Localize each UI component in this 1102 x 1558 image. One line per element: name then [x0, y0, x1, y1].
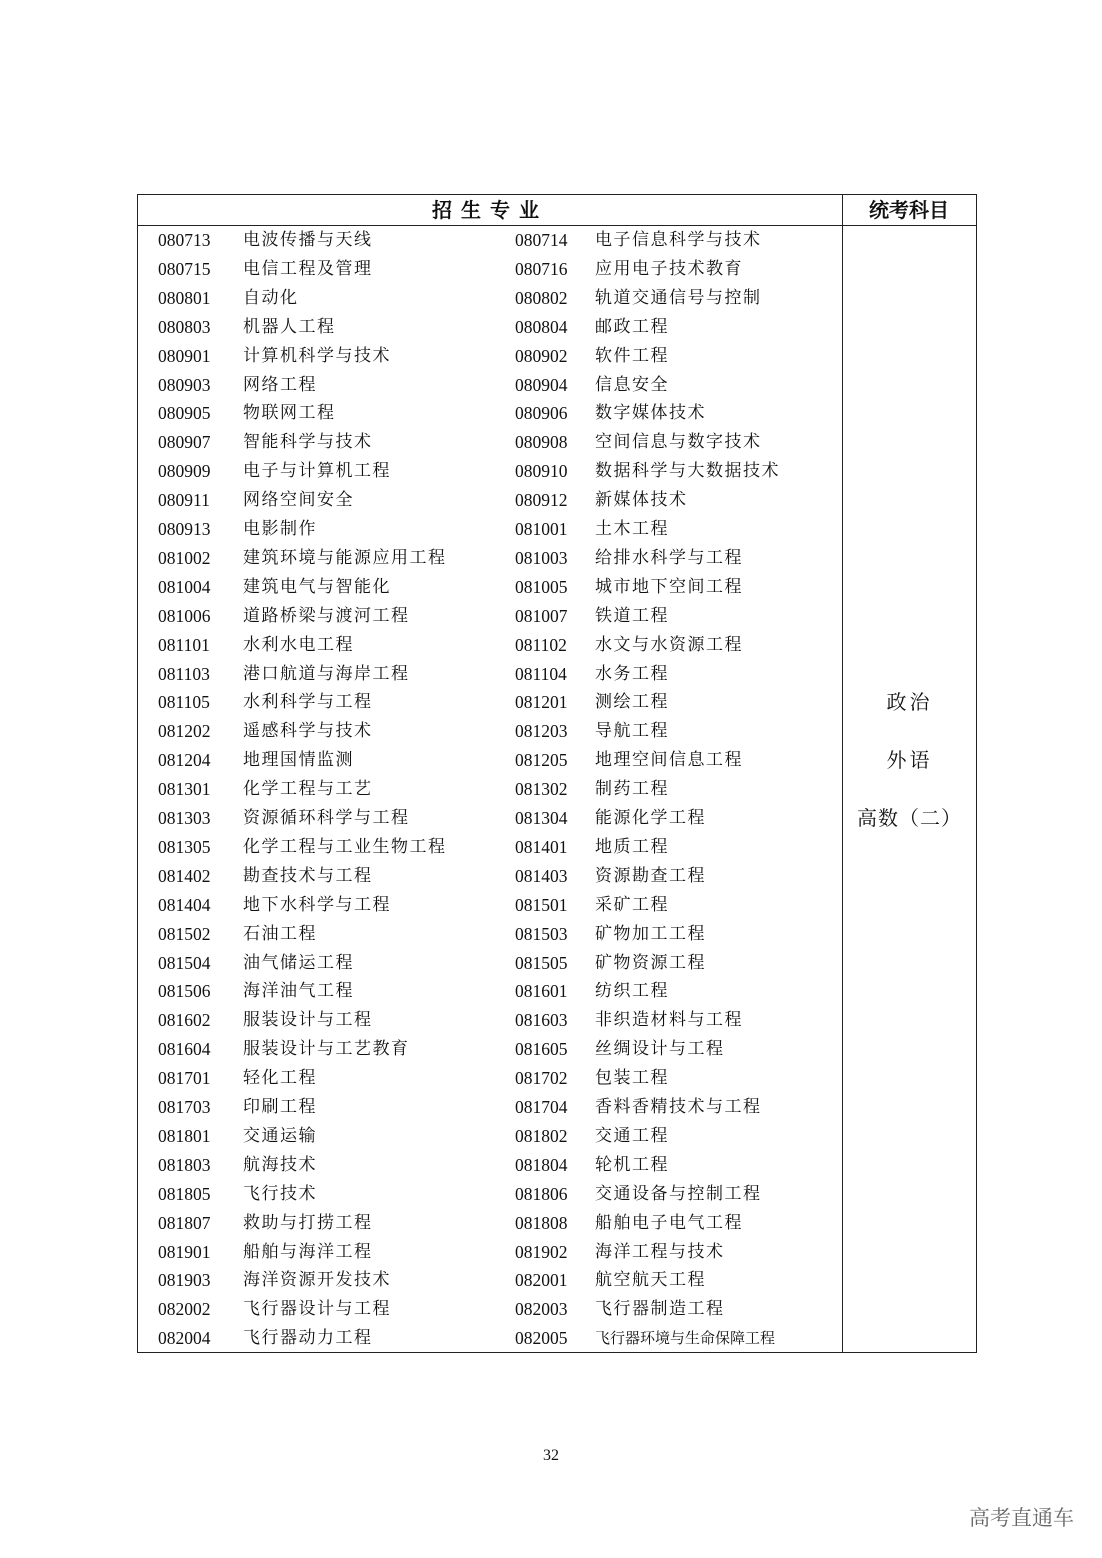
- right-major-name: 电子信息科学与技术: [595, 230, 762, 250]
- left-major-name: 电子与计算机工程: [243, 461, 391, 482]
- right-major-code: 082005: [515, 1328, 568, 1349]
- watermark: 高考直通车: [969, 1506, 1074, 1530]
- table-row: [138, 660, 842, 688]
- right-major-name: 香料香精技术与工程: [595, 1097, 762, 1117]
- left-major-name: 飞行器动力工程: [243, 1328, 373, 1349]
- right-major-name: 矿物资源工程: [595, 952, 706, 973]
- left-major-name: 港口航道与海岸工程: [243, 663, 410, 684]
- left-major-name: 水利水电工程: [243, 634, 354, 655]
- right-major-name: 数据科学与大数据技术: [595, 461, 780, 482]
- left-major-name: 机器人工程: [243, 316, 336, 337]
- right-major-name: 导航工程: [595, 721, 669, 742]
- table-row: [138, 371, 842, 399]
- subject-politics: 政治: [886, 690, 933, 714]
- left-major-code: 081402: [158, 865, 211, 886]
- table-row: [138, 1064, 842, 1092]
- right-major-code: 081003: [515, 547, 568, 568]
- table-row: [138, 949, 842, 977]
- page-number: 32: [543, 1447, 559, 1464]
- left-major-name: 航海技术: [243, 1154, 317, 1175]
- right-major-name: 信息安全: [595, 374, 669, 395]
- right-major-code: 081505: [515, 952, 568, 973]
- left-major-code: 081101: [158, 634, 210, 655]
- right-major-code: 081804: [515, 1154, 568, 1175]
- table-row: [138, 804, 842, 832]
- left-major-code: 081504: [158, 952, 211, 973]
- left-major-name: 建筑环境与能源应用工程: [243, 547, 447, 568]
- left-major-name: 资源循环科学与工程: [243, 808, 410, 828]
- left-major-name: 地下水科学与工程: [243, 894, 391, 915]
- right-major-name: 铁道工程: [595, 605, 669, 626]
- left-major-code: 081301: [158, 779, 211, 800]
- left-major-name: 地理国情监测: [243, 750, 354, 771]
- right-major-name: 应用电子技术教育: [595, 258, 743, 279]
- left-major-name: 轻化工程: [243, 1068, 317, 1089]
- right-major-code: 080910: [515, 461, 568, 482]
- right-major-name: 能源化学工程: [595, 808, 706, 828]
- left-major-name: 化学工程与工业生物工程: [243, 836, 447, 857]
- left-major-name: 交通运输: [243, 1125, 317, 1146]
- left-major-name: 自动化: [243, 287, 299, 308]
- left-major-name: 服装设计与工程: [243, 1010, 373, 1031]
- right-major-code: 081001: [515, 519, 568, 539]
- right-major-code: 081007: [515, 605, 568, 626]
- table-row: [138, 1209, 842, 1237]
- left-major-code: 081103: [158, 663, 210, 684]
- table-row: [138, 544, 842, 572]
- table-row: [138, 573, 842, 601]
- table-row: [138, 1006, 842, 1034]
- right-major-code: 081702: [515, 1068, 568, 1089]
- right-major-name: 飞行器制造工程: [595, 1299, 725, 1320]
- right-major-name: 空间信息与数字技术: [595, 432, 762, 453]
- table-header: [138, 195, 976, 226]
- right-major-code: 081601: [515, 981, 568, 1002]
- left-major-code: 081202: [158, 721, 211, 742]
- right-major-name: 矿物加工工程: [595, 923, 706, 944]
- right-major-name: 交通设备与控制工程: [595, 1183, 762, 1204]
- table-row: [138, 1266, 842, 1294]
- left-major-code: 081002: [158, 547, 211, 568]
- right-major-name: 土木工程: [595, 519, 669, 539]
- right-major-code: 081302: [515, 779, 568, 800]
- left-major-code: 081303: [158, 808, 211, 828]
- table-row: [138, 717, 842, 745]
- table-row: [138, 1035, 842, 1063]
- left-major-code: 081502: [158, 923, 211, 944]
- left-major-name: 飞行器设计与工程: [243, 1299, 391, 1320]
- table-row: [138, 313, 842, 341]
- right-major-code: 081102: [515, 634, 567, 655]
- left-major-code: 081805: [158, 1183, 211, 1204]
- right-major-code: 081806: [515, 1183, 568, 1204]
- left-major-name: 油气储运工程: [243, 952, 354, 973]
- table-row: [138, 891, 842, 919]
- right-major-name: 非织造材料与工程: [595, 1010, 743, 1031]
- left-major-code: 080903: [158, 374, 211, 395]
- left-major-code: 080907: [158, 432, 211, 453]
- left-major-code: 080909: [158, 461, 211, 482]
- right-major-code: 081802: [515, 1125, 568, 1146]
- left-major-code: 081602: [158, 1010, 211, 1031]
- right-major-name: 水务工程: [595, 663, 669, 684]
- table-row: [138, 688, 842, 716]
- left-major-code: 081901: [158, 1241, 211, 1262]
- left-major-code: 081004: [158, 576, 211, 597]
- table-row: [138, 746, 842, 774]
- right-major-code: 080716: [515, 258, 568, 279]
- right-major-code: 081605: [515, 1039, 568, 1060]
- right-major-name: 地质工程: [595, 836, 669, 857]
- right-major-code: 081808: [515, 1212, 568, 1233]
- left-major-code: 081807: [158, 1212, 211, 1233]
- right-major-code: 081503: [515, 923, 568, 944]
- left-major-name: 建筑电气与智能化: [243, 576, 391, 597]
- right-major-name: 测绘工程: [595, 692, 669, 713]
- right-major-code: 081304: [515, 808, 568, 828]
- left-major-code: 081506: [158, 981, 211, 1002]
- table-row: [138, 1238, 842, 1266]
- right-major-name: 轨道交通信号与控制: [595, 287, 762, 308]
- right-major-code: 081403: [515, 865, 568, 886]
- left-major-name: 网络工程: [243, 374, 317, 395]
- right-major-code: 080902: [515, 345, 568, 366]
- left-major-code: 081204: [158, 750, 211, 771]
- left-major-code: 081404: [158, 894, 211, 915]
- left-major-code: 082002: [158, 1299, 211, 1320]
- subject-math: 高数（二）: [857, 806, 962, 830]
- right-major-name: 纺织工程: [595, 981, 669, 1002]
- left-major-code: 081703: [158, 1097, 211, 1117]
- right-major-name: 地理空间信息工程: [595, 750, 743, 771]
- table-row: [138, 602, 842, 630]
- right-major-name: 数字媒体技术: [595, 403, 706, 424]
- right-major-name: 船舶电子电气工程: [595, 1212, 743, 1233]
- left-major-name: 电信工程及管理: [243, 258, 373, 279]
- left-major-name: 计算机科学与技术: [243, 345, 391, 366]
- left-major-name: 印刷工程: [243, 1097, 317, 1117]
- table-row: [138, 920, 842, 948]
- left-major-code: 080803: [158, 316, 211, 337]
- right-major-name: 制药工程: [595, 779, 669, 800]
- left-major-code: 081006: [158, 605, 211, 626]
- right-major-name: 轮机工程: [595, 1154, 669, 1175]
- right-major-code: 080906: [515, 403, 568, 424]
- table-row: [138, 255, 842, 283]
- table-row: [138, 399, 842, 427]
- table-row: [138, 1295, 842, 1323]
- right-major-name: 水文与水资源工程: [595, 634, 743, 655]
- left-major-name: 化学工程与工艺: [243, 779, 373, 800]
- left-major-code: 080801: [158, 287, 211, 308]
- left-major-code: 080715: [158, 258, 211, 279]
- left-major-name: 电影制作: [243, 519, 317, 539]
- right-major-code: 080802: [515, 287, 568, 308]
- left-major-name: 网络空间安全: [243, 490, 354, 511]
- left-major-code: 081105: [158, 692, 210, 713]
- right-major-name: 丝绸设计与工程: [595, 1039, 725, 1060]
- right-major-code: 081205: [515, 750, 568, 771]
- right-major-code: 080714: [515, 230, 568, 250]
- table-row: [138, 1093, 842, 1121]
- right-major-code: 080804: [515, 316, 568, 337]
- left-major-name: 道路桥梁与渡河工程: [243, 605, 410, 626]
- header-exam-subjects: 统考科目: [842, 195, 975, 226]
- left-major-name: 海洋油气工程: [243, 981, 354, 1002]
- left-major-code: 081801: [158, 1125, 211, 1146]
- right-major-name: 资源勘查工程: [595, 865, 706, 886]
- right-major-name: 飞行器环境与生命保障工程: [595, 1329, 776, 1348]
- right-major-code: 082003: [515, 1299, 568, 1320]
- right-major-code: 081501: [515, 894, 568, 915]
- right-major-code: 080912: [515, 490, 568, 511]
- left-major-name: 船舶与海洋工程: [243, 1241, 373, 1262]
- right-major-code: 080908: [515, 432, 568, 453]
- right-major-code: 081401: [515, 836, 568, 857]
- right-major-code: 081704: [515, 1097, 568, 1117]
- right-major-code: 081603: [515, 1010, 568, 1031]
- left-major-name: 物联网工程: [243, 403, 336, 424]
- table-row: [138, 342, 842, 370]
- table-row: [138, 457, 842, 485]
- left-major-name: 救助与打捞工程: [243, 1212, 373, 1233]
- right-major-code: 080904: [515, 374, 568, 395]
- right-major-code: 081203: [515, 721, 568, 742]
- right-major-code: 082001: [515, 1270, 568, 1291]
- table-row: [138, 977, 842, 1005]
- majors-table: [137, 194, 977, 1353]
- right-major-code: 081005: [515, 576, 568, 597]
- table-row: [138, 862, 842, 890]
- table-row: [138, 775, 842, 803]
- right-major-name: 包装工程: [595, 1068, 669, 1089]
- table-row: [138, 631, 842, 659]
- table-row: [138, 486, 842, 514]
- left-major-code: 081903: [158, 1270, 211, 1291]
- table-row: [138, 428, 842, 456]
- right-major-name: 邮政工程: [595, 316, 669, 337]
- left-major-name: 电波传播与天线: [243, 230, 373, 250]
- right-major-name: 给排水科学与工程: [595, 547, 743, 568]
- left-major-code: 080905: [158, 403, 211, 424]
- header-major: 招生专业: [432, 198, 548, 222]
- left-major-code: 081305: [158, 836, 211, 857]
- table-row: [138, 1180, 842, 1208]
- table-row: [138, 226, 842, 254]
- left-major-name: 遥感科学与技术: [243, 721, 373, 742]
- table-row: [138, 284, 842, 312]
- table-row: [138, 1151, 842, 1179]
- table-row: [138, 1122, 842, 1150]
- right-major-name: 软件工程: [595, 345, 669, 366]
- left-major-code: 081701: [158, 1068, 211, 1089]
- left-major-code: 080913: [158, 519, 211, 539]
- table-row: [138, 515, 842, 543]
- left-major-name: 勘查技术与工程: [243, 865, 373, 886]
- left-major-name: 服装设计与工艺教育: [243, 1039, 410, 1060]
- right-major-name: 采矿工程: [595, 894, 669, 915]
- right-major-name: 航空航天工程: [595, 1270, 706, 1291]
- table-row: [138, 833, 842, 861]
- left-major-code: 081604: [158, 1039, 211, 1060]
- left-major-name: 石油工程: [243, 923, 317, 944]
- right-major-name: 海洋工程与技术: [595, 1241, 725, 1262]
- subject-foreign-language: 外语: [886, 748, 933, 772]
- right-major-name: 城市地下空间工程: [595, 576, 743, 597]
- left-major-name: 水利科学与工程: [243, 692, 373, 713]
- left-major-code: 080713: [158, 230, 211, 250]
- right-major-name: 交通工程: [595, 1125, 669, 1146]
- left-major-name: 智能科学与技术: [243, 432, 373, 453]
- left-major-code: 082004: [158, 1328, 211, 1349]
- right-major-code: 081201: [515, 692, 568, 713]
- column-divider: [842, 226, 843, 1352]
- left-major-name: 海洋资源开发技术: [243, 1270, 391, 1291]
- right-major-name: 新媒体技术: [595, 490, 688, 511]
- left-major-code: 080901: [158, 345, 211, 366]
- left-major-code: 081803: [158, 1154, 211, 1175]
- right-major-code: 081902: [515, 1241, 568, 1262]
- left-major-name: 飞行技术: [243, 1183, 317, 1204]
- table-row: [138, 1324, 842, 1352]
- left-major-code: 080911: [158, 490, 210, 511]
- right-major-code: 081104: [515, 663, 567, 684]
